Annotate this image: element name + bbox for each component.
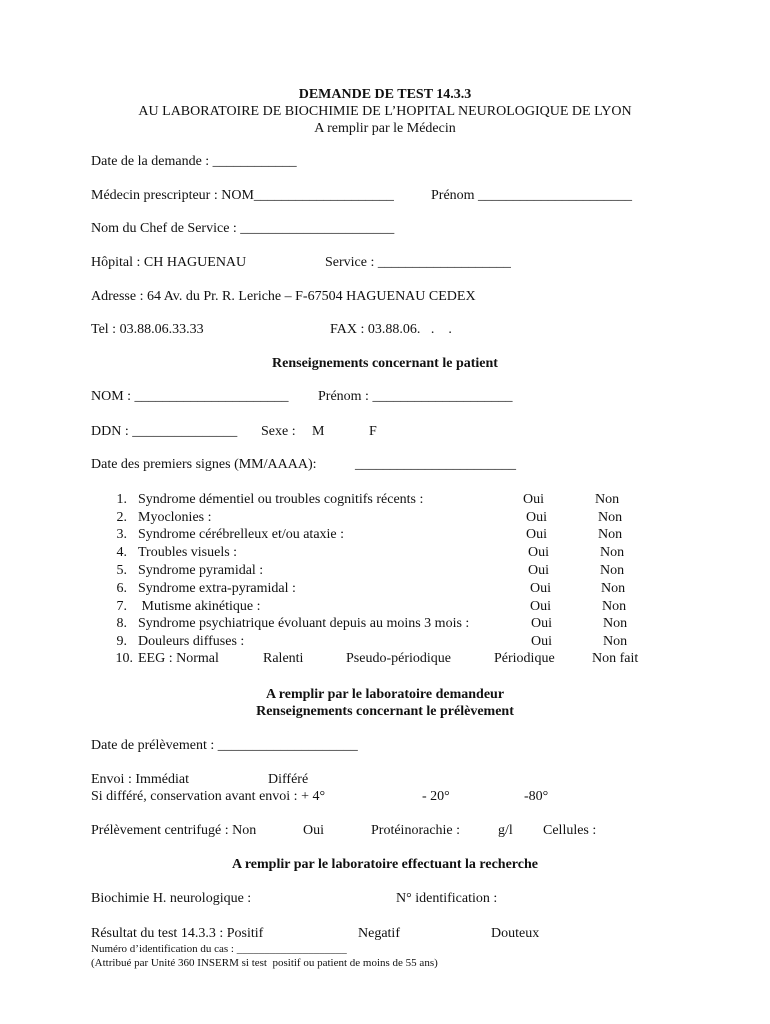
numero-cas-field[interactable]: Numéro d’identification du cas : ____________________ [91, 943, 347, 955]
non-option[interactable]: Non [595, 492, 620, 507]
symptom-number: 3. [116, 527, 127, 542]
sexe-m-option[interactable]: M [312, 424, 325, 439]
cellules-field[interactable]: Cellules : [543, 823, 597, 838]
oui-option[interactable]: Oui [523, 492, 544, 507]
non-option[interactable]: Non [598, 510, 623, 525]
oui-option[interactable]: Oui [526, 527, 547, 542]
hopital-label: Hôpital : CH HAGUENAU [91, 255, 247, 270]
non-option[interactable]: Non [598, 527, 623, 542]
form-title: DEMANDE DE TEST 14.3.3 [298, 87, 472, 102]
non-option[interactable]: Non [600, 563, 625, 578]
patient-heading: Renseignements concernant le patient [272, 356, 498, 371]
symptom-number: 1. [116, 492, 127, 507]
non-option[interactable]: Non [603, 634, 628, 649]
oui-option[interactable]: Oui [531, 616, 552, 631]
fax-label: FAX : 03.88.06. . . [330, 322, 452, 337]
symptom-number: 2. [116, 510, 127, 525]
symptom-label: Troubles visuels : [138, 545, 238, 560]
centrifuge-non-option[interactable]: Prélèvement centrifugé : Non [91, 823, 257, 838]
premiers-signes-label: Date des premiers signes (MM/AAAA): [91, 457, 317, 472]
form-note: A remplir par le Médecin [314, 121, 456, 136]
symptom-label: Syndrome extra-pyramidal : [138, 581, 296, 596]
symptom-label: Myoclonies : [138, 510, 212, 525]
prelevement-heading-2: Renseignements concernant le prélèvement [256, 704, 514, 719]
premiers-signes-field[interactable]: _______________________ [355, 457, 516, 472]
centrifuge-oui-option[interactable]: Oui [303, 823, 324, 838]
eeg-ralenti-option[interactable]: Ralenti [263, 651, 304, 666]
ddn-field[interactable]: DDN : _______________ [91, 424, 238, 439]
resultat-douteux-option[interactable]: Douteux [491, 926, 540, 941]
envoi-differe-option[interactable]: Différé [268, 772, 309, 787]
symptom-label: Mutisme akinétique : [138, 599, 261, 614]
symptom-label: Syndrome cérébrelleux et/ou ataxie : [138, 527, 345, 542]
eeg-non-fait-option[interactable]: Non fait [592, 651, 639, 666]
conservation-moins80-option[interactable]: -80° [524, 789, 549, 804]
envoi-immediat-option[interactable]: Envoi : Immédiat [91, 772, 189, 787]
symptom-number: 5. [116, 563, 127, 578]
medecin-prenom-field[interactable]: Prénom ______________________ [431, 188, 633, 203]
symptom-label: Syndrome pyramidal : [138, 563, 264, 578]
symptom-number: 7. [116, 599, 127, 614]
form-subtitle: AU LABORATOIRE DE BIOCHIMIE DE L’HOPITAL NEUROLOGIQUE DE LYON [138, 104, 632, 119]
prelevement-heading-1: A remplir par le laboratoire demandeur [265, 687, 505, 702]
oui-option[interactable]: Oui [530, 581, 551, 596]
patient-prenom-field[interactable]: Prénom : ____________________ [318, 389, 513, 404]
non-option[interactable]: Non [603, 616, 628, 631]
service-field[interactable]: Service : ___________________ [325, 255, 511, 270]
adresse-label: Adresse : 64 Av. du Pr. R. Leriche – F-67504 HAGUENAU CEDEX [91, 289, 476, 304]
symptom-number: 9. [116, 634, 127, 649]
symptom-number: 4. [116, 545, 127, 560]
oui-option[interactable]: Oui [528, 563, 549, 578]
tel-label: Tel : 03.88.06.33.33 [91, 322, 204, 337]
eeg-label: EEG : Normal [138, 651, 219, 666]
symptom-number: 6. [116, 581, 127, 596]
sexe-label: Sexe : [261, 424, 296, 439]
identification-field[interactable]: N° identification : [396, 891, 498, 906]
conservation-plus4-option[interactable]: Si différé, conservation avant envoi : + 4° [91, 789, 326, 804]
non-option[interactable]: Non [600, 545, 625, 560]
non-option[interactable]: Non [601, 581, 626, 596]
oui-option[interactable]: Oui [526, 510, 547, 525]
oui-option[interactable]: Oui [530, 599, 551, 614]
patient-nom-field[interactable]: NOM : ______________________ [91, 389, 289, 404]
date-demande-field[interactable]: Date de la demande : ____________ [91, 154, 297, 169]
chef-service-field[interactable]: Nom du Chef de Service : ______________________ [91, 221, 395, 236]
eeg-pseudo-periodique-option[interactable]: Pseudo-périodique [346, 651, 451, 666]
non-option[interactable]: Non [602, 599, 627, 614]
sexe-f-option[interactable]: F [369, 424, 377, 439]
symptom-label: Syndrome psychiatrique évoluant depuis au moins 3 mois : [138, 616, 470, 631]
attribution-note: (Attribué par Unité 360 INSERM si test positif ou patient de moins de 55 ans) [91, 957, 438, 969]
biochimie-field[interactable]: Biochimie H. neurologique : [91, 891, 252, 906]
symptom-number: 8. [116, 616, 127, 631]
symptom-label: Douleurs diffuses : [138, 634, 245, 649]
conservation-moins20-option[interactable]: - 20° [422, 789, 450, 804]
recherche-heading: A remplir par le laboratoire effectuant la recherche [232, 857, 538, 872]
resultat-negatif-option[interactable]: Negatif [358, 926, 400, 941]
symptom-number: 10. [115, 651, 133, 666]
medecin-nom-field[interactable]: Médecin prescripteur : NOM____________________ [91, 188, 394, 203]
proteinorachie-unit: g/l [498, 823, 513, 838]
oui-option[interactable]: Oui [528, 545, 549, 560]
resultat-positif-option[interactable]: Résultat du test 14.3.3 : Positif [91, 926, 264, 941]
oui-option[interactable]: Oui [531, 634, 552, 649]
symptom-label: Syndrome démentiel ou troubles cognitifs récents : [138, 492, 424, 507]
eeg-periodique-option[interactable]: Périodique [494, 651, 555, 666]
proteinorachie-field[interactable]: Protéinorachie : [371, 823, 461, 838]
date-prelevement-field[interactable]: Date de prélèvement : ____________________ [91, 738, 358, 753]
